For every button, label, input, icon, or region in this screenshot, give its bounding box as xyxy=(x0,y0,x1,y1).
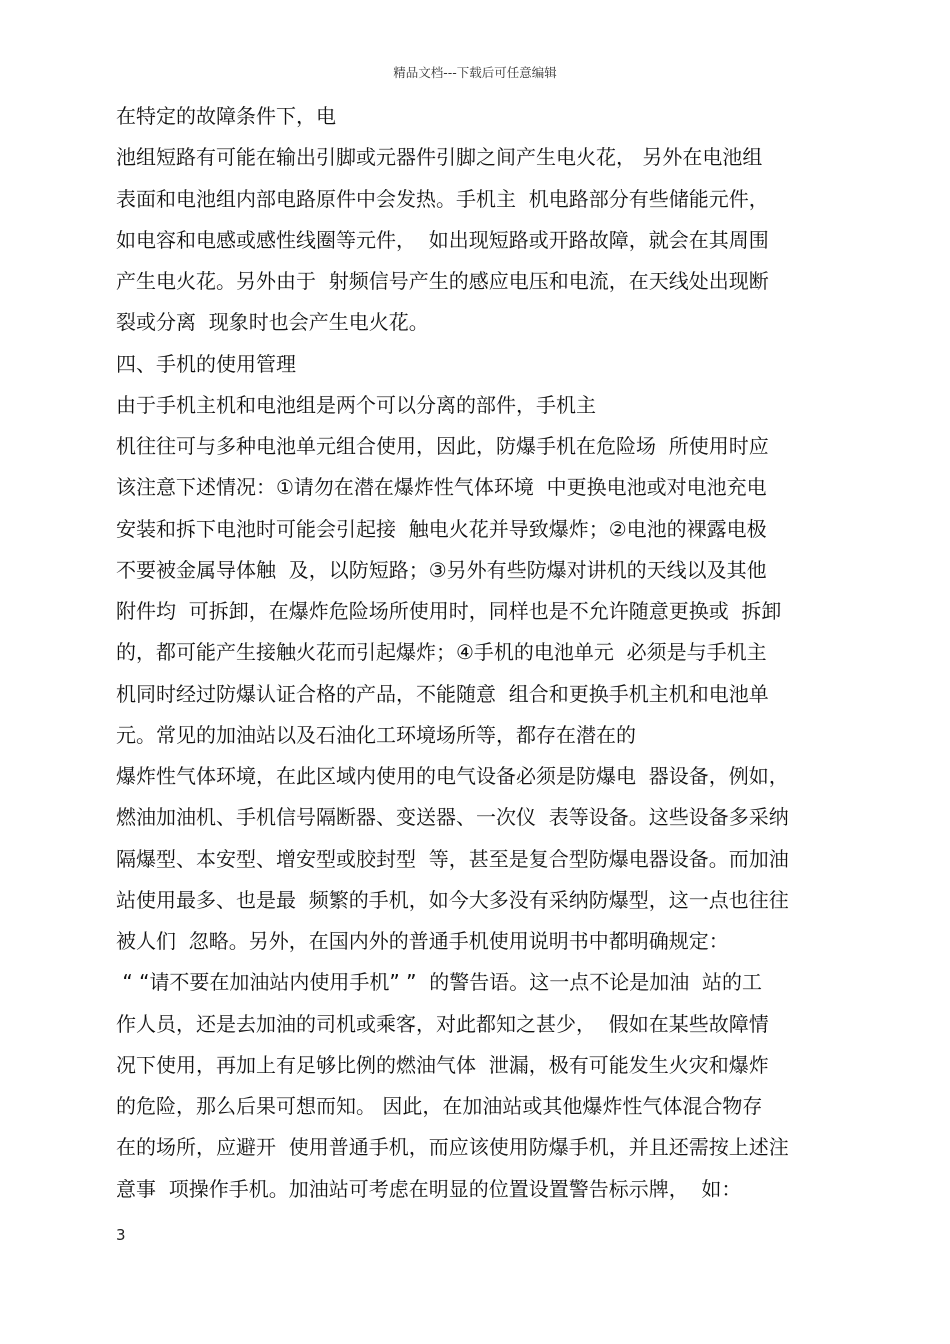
text-line: 不要被金属导体触 及，以防短路；③另外有些防爆对讲机的天线以及其他 xyxy=(116,557,767,582)
text-line: 机往往可与多种电池单元组合使用，因此，防爆手机在危险场 所使用时应 xyxy=(116,434,769,458)
document-body xyxy=(116,96,846,1210)
text-line: 如电容和电感或感性线圈等元件， 如出现短路或开路故障，就会在其周围 xyxy=(116,227,769,252)
text-line: 机同时经过防爆认证合格的产品，不能随意 组合和更换手机主机和电池单 xyxy=(116,681,769,706)
page-header: 精品文档---下载后可任意编辑 xyxy=(393,65,557,80)
text-line: 隔爆型、本安型、增安型或胶封型 等，甚至是复合型防爆电器设备。而加油 xyxy=(116,846,789,871)
text-line: 作人员，还是去加油的司机或乘客，对此都知之甚少， 假如在某些故障情 xyxy=(116,1011,769,1036)
text-line: 站使用最多、也是最 频繁的手机，如今大多没有采纳防爆型，这一点也往往 xyxy=(116,887,789,912)
text-line: 该注意下述情况：①请勿在潜在爆炸性气体环境 中更换电池或对电池充电 xyxy=(116,475,767,500)
text-line: 安装和拆下电池时可能会引起接 触电火花并导致爆炸；②电池的裸露电极 xyxy=(116,516,767,541)
text-line: 在特定的故障条件下，电 xyxy=(116,104,336,128)
text-line: 的危险，那么后果可想而知。 因此，在加油站或其他爆炸性气体混合物存 xyxy=(116,1094,763,1118)
text-line: 的，都可能产生接触火花而引起爆炸；④手机的电池单元 必须是与手机主 xyxy=(116,640,767,665)
text-line: 意事 项操作手机。加油站可考虑在明显的位置设置警告标示牌， 如： xyxy=(116,1176,742,1201)
text-line: 四、手机的使用管理 xyxy=(116,351,296,376)
text-line: 爆炸性气体环境，在此区域内使用的电气设备必须是防爆电 器设备，例如， xyxy=(116,764,789,788)
text-line: 被人们 忽略。另外，在国内外的普通手机使用说明书中都明确规定： xyxy=(116,929,729,953)
text-line: 表面和电池组内部电路原件中会发热。手机主 机电路部分有些储能元件， xyxy=(116,186,769,211)
text-line: 在的场所，应避开 使用普通手机，而应该使用防爆手机，并且还需按上述注 xyxy=(116,1135,789,1160)
text-line: 附件均 可拆卸，在爆炸危险场所使用时，同样也是不允许随意更换或 拆卸 xyxy=(116,599,782,623)
text-line: 裂或分离 现象时也会产生电火花。 xyxy=(116,310,429,335)
text-line: 池组短路有可能在输出引脚或元器件引脚之间产生电火花， 另外在电池组 xyxy=(116,145,763,170)
text-line: 产生电火花。另外由于 射频信号产生的感应电压和电流，在天线处出现断 xyxy=(116,269,769,293)
text-line: “ “请不要在加油站内使用手机” ” 的警告语。这一点不论是加油 站的工 xyxy=(116,970,762,995)
text-line: 况下使用，再加上有足够比例的燃油气体 泄漏，极有可能发生火灾和爆炸 xyxy=(116,1052,769,1077)
text-line: 燃油加油机、手机信号隔断器、变送器、一次仪 表等设备。这些设备多采纳 xyxy=(116,805,789,830)
text-line: 元。常见的加油站以及石油化工环境场所等，都存在潜在的 xyxy=(116,722,636,747)
text-line: 由于手机主机和电池组是两个可以分离的部件，手机主 xyxy=(116,392,596,417)
page-number: 3 xyxy=(116,1226,126,1244)
